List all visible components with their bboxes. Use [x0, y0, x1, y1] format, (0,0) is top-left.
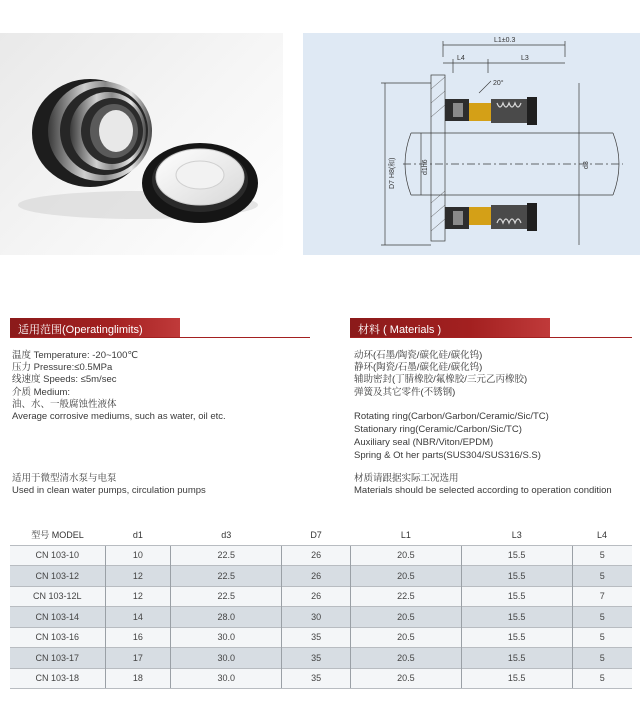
cell-d3: 30.0: [171, 648, 282, 669]
materials-cn-list: [354, 350, 527, 399]
cell-l3: 15.5: [461, 627, 572, 648]
material-line: 静环(陶瓷/石墨/碳化硅/碳化钨): [354, 362, 483, 374]
cell-d1: 14: [105, 607, 171, 628]
cell-d1: 10: [105, 545, 171, 566]
cell-l4: 5: [572, 668, 632, 689]
cell-d3: 30.0: [171, 668, 282, 689]
application-line: 适用于微型清水泵与电泵: [12, 473, 117, 484]
spec-table: [10, 525, 632, 689]
cell-l3: 15.5: [461, 648, 572, 669]
cell-l4: 5: [572, 607, 632, 628]
cell-l4: 7: [572, 586, 632, 607]
cell-d3: 22.5: [171, 545, 282, 566]
cell-l3: 15.5: [461, 545, 572, 566]
cell-d7: 30: [282, 607, 351, 628]
dim-d1-label: d1h6: [422, 159, 429, 175]
technical-drawing: [303, 33, 640, 255]
table-row: [10, 566, 632, 587]
material-line: 动环(石墨/陶瓷/碳化硅/碳化钨): [354, 350, 483, 361]
table-header-row: [10, 525, 632, 545]
table-row: [10, 627, 632, 648]
col-header-d7: D7: [282, 525, 351, 545]
cell-d1: 12: [105, 566, 171, 587]
cell-l1: 20.5: [351, 627, 462, 648]
table-row: [10, 586, 632, 607]
cell-d7: 35: [282, 668, 351, 689]
operating-line: 介质 Medium:: [12, 386, 71, 398]
dim-d7-label: D7 H8(和): [389, 157, 396, 189]
cell-d1: 17: [105, 648, 171, 669]
cell-d3: 30.0: [171, 627, 282, 648]
materials-title: 材料 ( Materials ): [358, 324, 442, 336]
material-line: Spring & Ot her parts(SUS304/SUS316/S.S): [354, 450, 541, 461]
cell-model: CN 103-17: [10, 648, 105, 669]
cell-model: CN 103-12L: [10, 586, 105, 607]
material-line: 弹簧及其它零件(不锈钢): [354, 386, 456, 398]
col-header-l3: L3: [461, 525, 572, 545]
operating-limits-title: 适用范围(Operatinglimits): [18, 324, 143, 336]
operating-line: 温度 Temperature: -20~100℃: [12, 350, 139, 361]
cell-l3: 15.5: [461, 566, 572, 587]
cell-l1: 22.5: [351, 586, 462, 607]
cell-l4: 5: [572, 648, 632, 669]
mechanical-seal-photo: [0, 33, 283, 255]
material-line: Rotating ring(Carbon/Garbon/Ceramic/Sic/TC): [354, 411, 549, 422]
cell-d7: 26: [282, 566, 351, 587]
cell-l3: 15.5: [461, 668, 572, 689]
materials-note: [354, 473, 612, 497]
col-header-d3: d3: [171, 525, 282, 545]
dim-angle-label: 20°: [493, 80, 504, 87]
cell-d1: 12: [105, 586, 171, 607]
cell-d3: 22.5: [171, 586, 282, 607]
col-header-l4: L4: [572, 525, 632, 545]
cell-d7: 35: [282, 627, 351, 648]
materials-en-list: [354, 410, 549, 462]
operating-line: 压力 Pressure:≤0.5MPa: [12, 362, 113, 374]
operating-line: 线速度 Speeds: ≤5m/sec: [12, 374, 117, 386]
application-line: Used in clean water pumps, circulation pumps: [12, 485, 206, 497]
operating-limits-list: [12, 350, 226, 423]
cell-l3: 15.5: [461, 586, 572, 607]
cell-model: CN 103-10: [10, 545, 105, 566]
cell-d7: 26: [282, 586, 351, 607]
operating-line: Average corrosive mediums, such as water, oil etc.: [12, 411, 226, 423]
cell-l1: 20.5: [351, 545, 462, 566]
cell-l1: 20.5: [351, 607, 462, 628]
cell-d1: 16: [105, 627, 171, 648]
cell-l1: 20.5: [351, 566, 462, 587]
cell-l4: 5: [572, 566, 632, 587]
cell-l4: 5: [572, 627, 632, 648]
cell-model: CN 103-18: [10, 668, 105, 689]
dim-l3-label: L3: [521, 55, 529, 62]
product-photo: [0, 33, 283, 255]
material-line: 辅助密封(丁腈橡胶/氟橡胶/三元乙丙橡胶): [354, 374, 528, 386]
cell-d3: 22.5: [171, 566, 282, 587]
table-row: [10, 607, 632, 628]
application-list: [12, 473, 206, 497]
cell-l1: 20.5: [351, 648, 462, 669]
cell-model: CN 103-12: [10, 566, 105, 587]
table-row: [10, 648, 632, 669]
materials-note-line: Materials should be selected according to operation condition: [354, 485, 612, 497]
cell-d1: 18: [105, 668, 171, 689]
material-line: Auxiliary seal (NBR/Viton/EPDM): [354, 437, 494, 448]
material-line: Stationary ring(Ceramic/Carbon/Sic/TC): [354, 424, 522, 435]
materials-header: [350, 318, 632, 338]
materials-note-line: 材质请跟据实际工况选用: [354, 473, 459, 484]
cell-l4: 5: [572, 545, 632, 566]
cell-l3: 15.5: [461, 607, 572, 628]
cell-d3: 28.0: [171, 607, 282, 628]
dim-d3-label: d3: [583, 161, 590, 169]
dim-l1-label: L1±0.3: [494, 37, 516, 44]
cell-d7: 26: [282, 545, 351, 566]
seal-cross-section-diagram: [303, 33, 640, 255]
operating-limits-header: [10, 318, 310, 338]
dim-l4-label: L4: [457, 55, 465, 62]
cell-model: CN 103-14: [10, 607, 105, 628]
col-header-model: 型号 MODEL: [10, 525, 105, 545]
cell-model: CN 103-16: [10, 627, 105, 648]
operating-line: 油、水、一般腐蚀性液体: [12, 398, 117, 410]
cell-d7: 35: [282, 648, 351, 669]
table-row: [10, 668, 632, 689]
col-header-d1: d1: [105, 525, 171, 545]
cell-l1: 20.5: [351, 668, 462, 689]
col-header-l1: L1: [351, 525, 462, 545]
table-row: [10, 545, 632, 566]
